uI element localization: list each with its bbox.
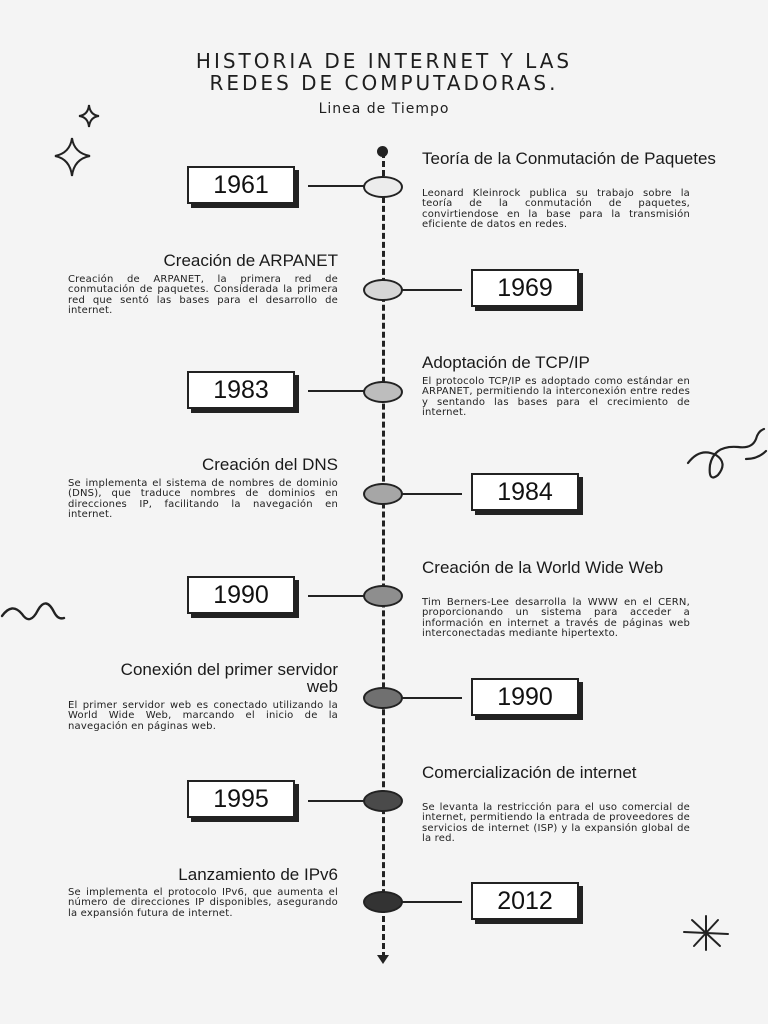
page-title <box>0 50 768 94</box>
event-description: Tim Berners-Lee desarrolla la WWW en el CERN, proporcionando un sistema para acceder a información en internet a través de páginas web interconectadas mediante hipertexto. <box>422 597 690 640</box>
event-description: El protocolo TCP/IP es adoptado como estándar en ARPANET, permitiendo la interconexión entre redes y sentando las bases para el crecimiento de internet. <box>422 376 690 419</box>
event-description: Leonard Kleinrock publica su trabajo sobre la teoría de la conmutación de paquetes, convirtiendose en la base para la transmisión eficiente de datos en redes. <box>422 188 690 231</box>
event-heading: Lanzamiento de IPv6 <box>178 865 338 884</box>
sparkle-icons <box>52 100 112 180</box>
event-heading: Adoptación de TCP/IP <box>422 353 590 372</box>
year-box: 1984 <box>471 473 579 511</box>
event-description: El primer servidor web es conectado utilizando la World Wide Web, marcando el inicio de la navegación en páginas web. <box>68 700 338 732</box>
connector <box>308 185 365 187</box>
loop-doodle-icon <box>686 425 768 485</box>
timeline-node-1990-server <box>363 687 403 709</box>
year-box: 1990 <box>471 678 579 716</box>
timeline-node-2012 <box>363 891 403 913</box>
connector <box>400 697 462 699</box>
large-sparkle-icon <box>55 138 90 176</box>
event-description: Se implementa el protocolo IPv6, que aumenta el número de direcciones IP disponibles, asegurando la expansión futura de internet. <box>68 887 338 919</box>
year-box: 1969 <box>471 269 579 307</box>
event-heading: Creación de ARPANET <box>163 251 338 270</box>
wave-doodle-icon <box>0 596 66 636</box>
year-box: 1990 <box>187 576 295 614</box>
year-box: 1983 <box>187 371 295 409</box>
event-heading: Conexión del primer servidor web <box>120 660 338 696</box>
page-subtitle: Linea de Tiempo <box>318 101 450 117</box>
connector <box>400 901 462 903</box>
event-heading: Creación de la World Wide Web <box>422 558 664 577</box>
connector <box>308 390 365 392</box>
timeline-start-dot <box>377 146 388 157</box>
year-box: 2012 <box>471 882 579 920</box>
small-sparkle-icon <box>79 105 99 127</box>
connector <box>308 595 365 597</box>
timeline-axis <box>382 152 385 958</box>
timeline-node-1961 <box>363 176 403 198</box>
event-heading: Comercialización de internet <box>422 763 637 782</box>
timeline-node-1969 <box>363 279 403 301</box>
connector <box>308 800 365 802</box>
timeline-node-1990-www <box>363 585 403 607</box>
timeline-arrow-icon <box>377 955 389 964</box>
title-line-2: REDES DE COMPUTADORAS. <box>209 71 559 95</box>
event-description: Se implementa el sistema de nombres de dominio (DNS), que traduce nombres de dominios en direcciones IP, facilitando la navegación en internet. <box>68 478 338 521</box>
event-description: Se levanta la restricción para el uso comercial de internet, permitiendo la entrada de proveedores de servicios de internet (ISP) y la expansión global de la red. <box>422 802 690 845</box>
event-heading: Teoría de la Conmutación de Paquetes <box>422 149 716 168</box>
connector <box>400 493 462 495</box>
timeline-node-1984 <box>363 483 403 505</box>
timeline-node-1995 <box>363 790 403 812</box>
event-description: Creación de ARPANET, la primera red de conmutación de paquetes. Considerada la primera red que sentó las bases para el desarrollo de internet. <box>68 274 338 317</box>
asterisk-doodle-icon <box>678 914 734 954</box>
title-line-1: HISTORIA DE INTERNET Y LAS <box>195 49 573 73</box>
year-box: 1961 <box>187 166 295 204</box>
year-box: 1995 <box>187 780 295 818</box>
timeline-node-1983 <box>363 381 403 403</box>
event-heading: Creación del DNS <box>201 455 338 474</box>
connector <box>400 289 462 291</box>
